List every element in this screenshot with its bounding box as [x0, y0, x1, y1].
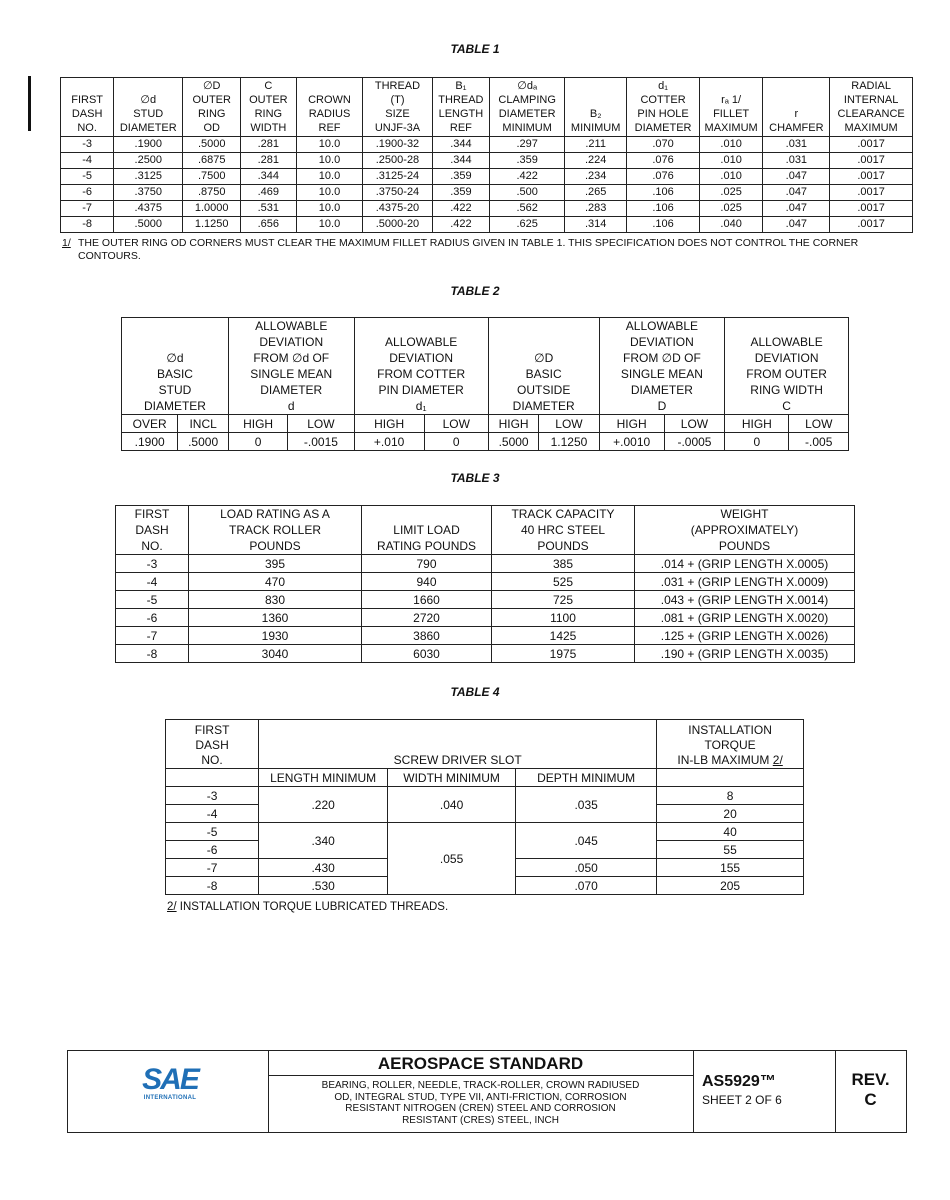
table3-cell: .043 + (GRIP LENGTH X.0014)	[635, 591, 855, 609]
document-number: AS5929™	[702, 1073, 776, 1090]
table1-cell: .010	[699, 137, 763, 153]
t4-length: .430	[259, 859, 388, 877]
revision-label: REV.	[851, 1070, 890, 1089]
table1-cell: 10.0	[296, 185, 363, 201]
table3-row	[116, 573, 855, 591]
table1-cell: .0017	[830, 201, 913, 217]
table1-cell: .031	[763, 137, 830, 153]
t3-h: LOAD RATING AS A TRACK ROLLER POUNDS	[189, 506, 362, 555]
table1-cell: .281	[241, 153, 297, 169]
table1-row	[61, 169, 913, 185]
table1-cell: -7	[61, 201, 114, 217]
change-bar	[28, 76, 31, 131]
t2-group: ALLOWABLE DEVIATION FROM COTTER PIN DIAMETER d₁	[354, 318, 488, 415]
table3-row	[116, 591, 855, 609]
t2-value: 0	[424, 433, 488, 451]
table1-row	[61, 201, 913, 217]
t1-h: r CHAMFER	[763, 78, 830, 137]
table1-cell: .010	[699, 169, 763, 185]
t2-value: .1900	[122, 433, 178, 451]
document-cell	[693, 1051, 836, 1132]
table1-cell: -8	[61, 217, 114, 233]
table2-subheader-row	[122, 415, 849, 433]
table1-row	[61, 137, 913, 153]
table1-cell: .469	[241, 185, 297, 201]
t2-value: -.0015	[288, 433, 354, 451]
logo-cell	[68, 1051, 269, 1132]
t4-h-dash: FIRST DASH NO.	[166, 720, 259, 769]
table1-cell: .2500	[114, 153, 183, 169]
table3-row	[116, 555, 855, 573]
note-text: INSTALLATION TORQUE LUBRICATED THREADS.	[176, 901, 449, 913]
table1-cell: .106	[627, 185, 699, 201]
table3-cell: .190 + (GRIP LENGTH X.0035)	[635, 645, 855, 663]
table1-cell: -4	[61, 153, 114, 169]
table3-cell: -7	[116, 627, 189, 645]
table1-cell: .3750-24	[363, 185, 432, 201]
table4	[165, 719, 804, 895]
t4-h-torque	[657, 720, 804, 769]
table1-cell: .0017	[830, 217, 913, 233]
table1-cell: .211	[565, 137, 627, 153]
table1-body	[61, 137, 913, 233]
t4-width: .040	[388, 787, 516, 823]
t4-torque: 40	[657, 823, 804, 841]
table2-caption: TABLE 2	[450, 284, 500, 298]
table1-caption: TABLE 1	[450, 42, 500, 56]
table1-cell: .562	[490, 201, 565, 217]
table1-cell: 10.0	[296, 201, 363, 217]
table1-cell: .625	[490, 217, 565, 233]
table3-row	[116, 609, 855, 627]
table3-header-row	[116, 506, 855, 555]
t3-h: LIMIT LOAD RATING POUNDS	[362, 506, 492, 555]
table1-cell: .281	[241, 137, 297, 153]
table1-cell: .422	[432, 217, 490, 233]
table1-cell: .265	[565, 185, 627, 201]
sae-logo-text: SAE	[142, 1063, 198, 1096]
table1-cell: .025	[699, 201, 763, 217]
table1-cell: .283	[565, 201, 627, 217]
table1-cell: .344	[241, 169, 297, 185]
t2-group: ALLOWABLE DEVIATION FROM ∅D OF SINGLE MEAN DIAMETER D	[599, 318, 725, 415]
table4-row	[166, 787, 804, 805]
table3-cell: .014 + (GRIP LENGTH X.0005)	[635, 555, 855, 573]
t1-h: THREAD (T) SIZE UNJF-3A	[363, 78, 432, 137]
table1-cell: .344	[432, 137, 490, 153]
t4-dash: -7	[166, 859, 259, 877]
t2-group: ∅d BASIC STUD DIAMETER	[122, 318, 229, 415]
table3-row	[116, 645, 855, 663]
table1-cell: .7500	[183, 169, 241, 185]
t2-subheader: HIGH	[228, 415, 287, 433]
t2-value: +.010	[354, 433, 424, 451]
t1-h: B₂ MINIMUM	[565, 78, 627, 137]
t1-h: CROWN RADIUS REF	[296, 78, 363, 137]
table1-cell: .025	[699, 185, 763, 201]
t4-blank	[166, 769, 259, 787]
table1-cell: .106	[627, 217, 699, 233]
table1-row	[61, 217, 913, 233]
table3-cell: 3860	[362, 627, 492, 645]
t4-sub-length: LENGTH MINIMUM	[259, 769, 388, 787]
table1-cell: .047	[763, 169, 830, 185]
table3-cell: 470	[189, 573, 362, 591]
table3-cell: 1660	[362, 591, 492, 609]
t4-h-slot: SCREW DRIVER SLOT	[259, 720, 657, 769]
t2-subheader: LOW	[288, 415, 354, 433]
t4-depth: .070	[516, 877, 657, 895]
t4-sub-width: WIDTH MINIMUM	[388, 769, 516, 787]
table1-cell: .4375-20	[363, 201, 432, 217]
t2-group: ∅D BASIC OUTSIDE DIAMETER	[488, 318, 599, 415]
table3-cell: 6030	[362, 645, 492, 663]
table3-row	[116, 627, 855, 645]
t2-subheader: LOW	[424, 415, 488, 433]
table1-cell: .031	[763, 153, 830, 169]
table1-cell: .422	[432, 201, 490, 217]
table1-cell: .2500-28	[363, 153, 432, 169]
t3-h: WEIGHT (APPROXIMATELY) POUNDS	[635, 506, 855, 555]
t1-h: RADIAL INTERNAL CLEARANCE MAXIMUM	[830, 78, 913, 137]
table1-note	[62, 237, 902, 262]
t4-depth: .045	[516, 823, 657, 859]
table3-cell: .125 + (GRIP LENGTH X.0026)	[635, 627, 855, 645]
table1-cell: .040	[699, 217, 763, 233]
table1-cell: .500	[490, 185, 565, 201]
t1-h: d₁ COTTER PIN HOLE DIAMETER	[627, 78, 699, 137]
table3-cell: -3	[116, 555, 189, 573]
table1-cell: .359	[432, 169, 490, 185]
table1-cell: .3750	[114, 185, 183, 201]
table1-cell: .010	[699, 153, 763, 169]
table4-row	[166, 823, 804, 841]
table1-row	[61, 185, 913, 201]
t2-subheader: LOW	[664, 415, 725, 433]
table3-cell: 830	[189, 591, 362, 609]
table1-cell: .314	[565, 217, 627, 233]
table2	[121, 317, 849, 451]
table1-cell: .1900	[114, 137, 183, 153]
table1-cell: .047	[763, 201, 830, 217]
table3-cell: 1425	[492, 627, 635, 645]
table1-cell: -5	[61, 169, 114, 185]
t4-depth: .050	[516, 859, 657, 877]
t4-width: .055	[388, 823, 516, 895]
table3-cell: 790	[362, 555, 492, 573]
t4-depth: .035	[516, 787, 657, 823]
table1-cell: -3	[61, 137, 114, 153]
t4-h-torque-text: INSTALLATION TORQUE IN-LB MAXIMUM	[677, 723, 772, 767]
table3	[115, 505, 855, 663]
table1-cell: -6	[61, 185, 114, 201]
table1-cell: .106	[627, 201, 699, 217]
t2-subheader: INCL	[178, 415, 229, 433]
table1-cell: .0017	[830, 169, 913, 185]
table1-cell: .076	[627, 169, 699, 185]
table3-cell: 525	[492, 573, 635, 591]
t4-sub-depth: DEPTH MINIMUM	[516, 769, 657, 787]
note-text: THE OUTER RING OD CORNERS MUST CLEAR THE MAXIMUM FILLET RADIUS GIVEN IN TABLE 1. THIS SPECIFICATION DOES NOT CONTROL THE CORNER CONTOURS.	[78, 237, 859, 262]
table1-cell: 10.0	[296, 217, 363, 233]
table1-cell: .3125-24	[363, 169, 432, 185]
note-marker: 2/	[167, 901, 177, 913]
standard-cell	[268, 1051, 694, 1132]
table4-caption: TABLE 4	[450, 685, 500, 699]
t4-torque: 8	[657, 787, 804, 805]
table3-cell: 385	[492, 555, 635, 573]
table1-cell: .359	[490, 153, 565, 169]
t2-subheader: LOW	[789, 415, 849, 433]
table3-cell: -5	[116, 591, 189, 609]
t4-length: .340	[259, 823, 388, 859]
table2-value-row	[122, 433, 849, 451]
table1-cell: .422	[490, 169, 565, 185]
table2-header-row	[122, 318, 849, 415]
t2-subheader: HIGH	[488, 415, 539, 433]
table1-header-row	[61, 78, 913, 137]
table1-cell: 1.1250	[183, 217, 241, 233]
table1-cell: .5000	[183, 137, 241, 153]
t2-subheader: LOW	[539, 415, 599, 433]
t4-dash: -8	[166, 877, 259, 895]
table1-cell: .5000-20	[363, 217, 432, 233]
table1-cell: .234	[565, 169, 627, 185]
t4-length: .530	[259, 877, 388, 895]
standard-description: BEARING, ROLLER, NEEDLE, TRACK-ROLLER, CROWN RADIUSED OD, INTEGRAL STUD, TYPE VII, ANTI-FRICTION, CORROSION RESISTANT NITROGEN (CREN) STEEL AND CORROSION RESISTANT (CRES) STEEL, INCH	[321, 1080, 640, 1126]
table3-cell: 940	[362, 573, 492, 591]
table3-cell: 3040	[189, 645, 362, 663]
table1-cell: .5000	[114, 217, 183, 233]
table3-cell: 1975	[492, 645, 635, 663]
t4-h-torque-note: 2/	[772, 753, 783, 767]
revision-cell	[835, 1051, 906, 1132]
sae-logo-subtext: INTERNATIONAL	[143, 1095, 197, 1101]
table4-subheader-row	[166, 769, 804, 787]
table4-note	[167, 901, 448, 914]
t4-torque: 155	[657, 859, 804, 877]
table1-cell: .0017	[830, 185, 913, 201]
t2-group: ALLOWABLE DEVIATION FROM OUTER RING WIDTH C	[725, 318, 849, 415]
table1-cell: .0017	[830, 153, 913, 169]
table3-body	[116, 555, 855, 663]
t2-value: .5000	[178, 433, 229, 451]
table3-cell: -6	[116, 609, 189, 627]
table1-cell: .6875	[183, 153, 241, 169]
t2-value: -.0005	[664, 433, 725, 451]
table3-cell: 1930	[189, 627, 362, 645]
t2-subheader: HIGH	[725, 415, 789, 433]
table3-cell: 1100	[492, 609, 635, 627]
table1	[60, 77, 913, 233]
table3-cell: -8	[116, 645, 189, 663]
t4-torque: 20	[657, 805, 804, 823]
table1-cell: .8750	[183, 185, 241, 201]
table3-cell: -4	[116, 573, 189, 591]
t2-value: 1.1250	[539, 433, 599, 451]
table1-row	[61, 153, 913, 169]
sheet-number: SHEET 2 OF 6	[702, 1093, 782, 1107]
table4-header-row	[166, 720, 804, 769]
t1-h: C OUTER RING WIDTH	[241, 78, 297, 137]
t2-value: 0	[725, 433, 789, 451]
table3-cell: 725	[492, 591, 635, 609]
t2-value: .5000	[488, 433, 539, 451]
table3-caption: TABLE 3	[450, 471, 500, 485]
revision	[835, 1070, 906, 1110]
table1-cell: .1900-32	[363, 137, 432, 153]
t2-value: 0	[228, 433, 287, 451]
t4-dash: -3	[166, 787, 259, 805]
t4-torque: 55	[657, 841, 804, 859]
t2-subheader: HIGH	[599, 415, 664, 433]
t4-torque: 205	[657, 877, 804, 895]
t1-h: B₁ THREAD LENGTH REF	[432, 78, 490, 137]
title-block	[67, 1050, 907, 1133]
table1-cell: .047	[763, 185, 830, 201]
table1-cell: .3125	[114, 169, 183, 185]
note-marker: 1/	[62, 237, 71, 249]
t4-dash: -4	[166, 805, 259, 823]
revision-value: C	[864, 1090, 877, 1109]
table1-cell: 10.0	[296, 137, 363, 153]
table1-cell: .076	[627, 153, 699, 169]
t4-dash: -5	[166, 823, 259, 841]
t4-length: .220	[259, 787, 388, 823]
t4-dash: -6	[166, 841, 259, 859]
table3-cell: 1360	[189, 609, 362, 627]
table1-cell: .297	[490, 137, 565, 153]
table1-cell: .0017	[830, 137, 913, 153]
t1-h: ∅dₐ CLAMPING DIAMETER MINIMUM	[490, 78, 565, 137]
t1-h: ∅D OUTER RING OD	[183, 78, 241, 137]
table1-cell: .224	[565, 153, 627, 169]
t3-h: FIRST DASH NO.	[116, 506, 189, 555]
table1-cell: 10.0	[296, 153, 363, 169]
table1-cell: .359	[432, 185, 490, 201]
t1-h: ∅d STUD DIAMETER	[114, 78, 183, 137]
table1-cell: 1.0000	[183, 201, 241, 217]
table1-cell: .531	[241, 201, 297, 217]
table3-cell: .081 + (GRIP LENGTH X.0020)	[635, 609, 855, 627]
table1-cell: .656	[241, 217, 297, 233]
table3-cell: 395	[189, 555, 362, 573]
t2-value: -.005	[789, 433, 849, 451]
t1-h: rₐ 1/ FILLET MAXIMUM	[699, 78, 763, 137]
table3-cell: .031 + (GRIP LENGTH X.0009)	[635, 573, 855, 591]
table1-cell: .047	[763, 217, 830, 233]
t4-blank	[657, 769, 804, 787]
table1-cell: .4375	[114, 201, 183, 217]
table3-cell: 2720	[362, 609, 492, 627]
t2-value: +.0010	[599, 433, 664, 451]
table1-cell: .344	[432, 153, 490, 169]
t1-h: FIRST DASH NO.	[61, 78, 114, 137]
table1-cell: .070	[627, 137, 699, 153]
t3-h: TRACK CAPACITY 40 HRC STEEL POUNDS	[492, 506, 635, 555]
standard-title: AEROSPACE STANDARD	[268, 1053, 693, 1076]
t2-group: ALLOWABLE DEVIATION FROM ∅d OF SINGLE MEAN DIAMETER d	[228, 318, 354, 415]
table1-cell: 10.0	[296, 169, 363, 185]
t2-subheader: HIGH	[354, 415, 424, 433]
t2-subheader: OVER	[122, 415, 178, 433]
sae-logo	[134, 1065, 206, 1101]
